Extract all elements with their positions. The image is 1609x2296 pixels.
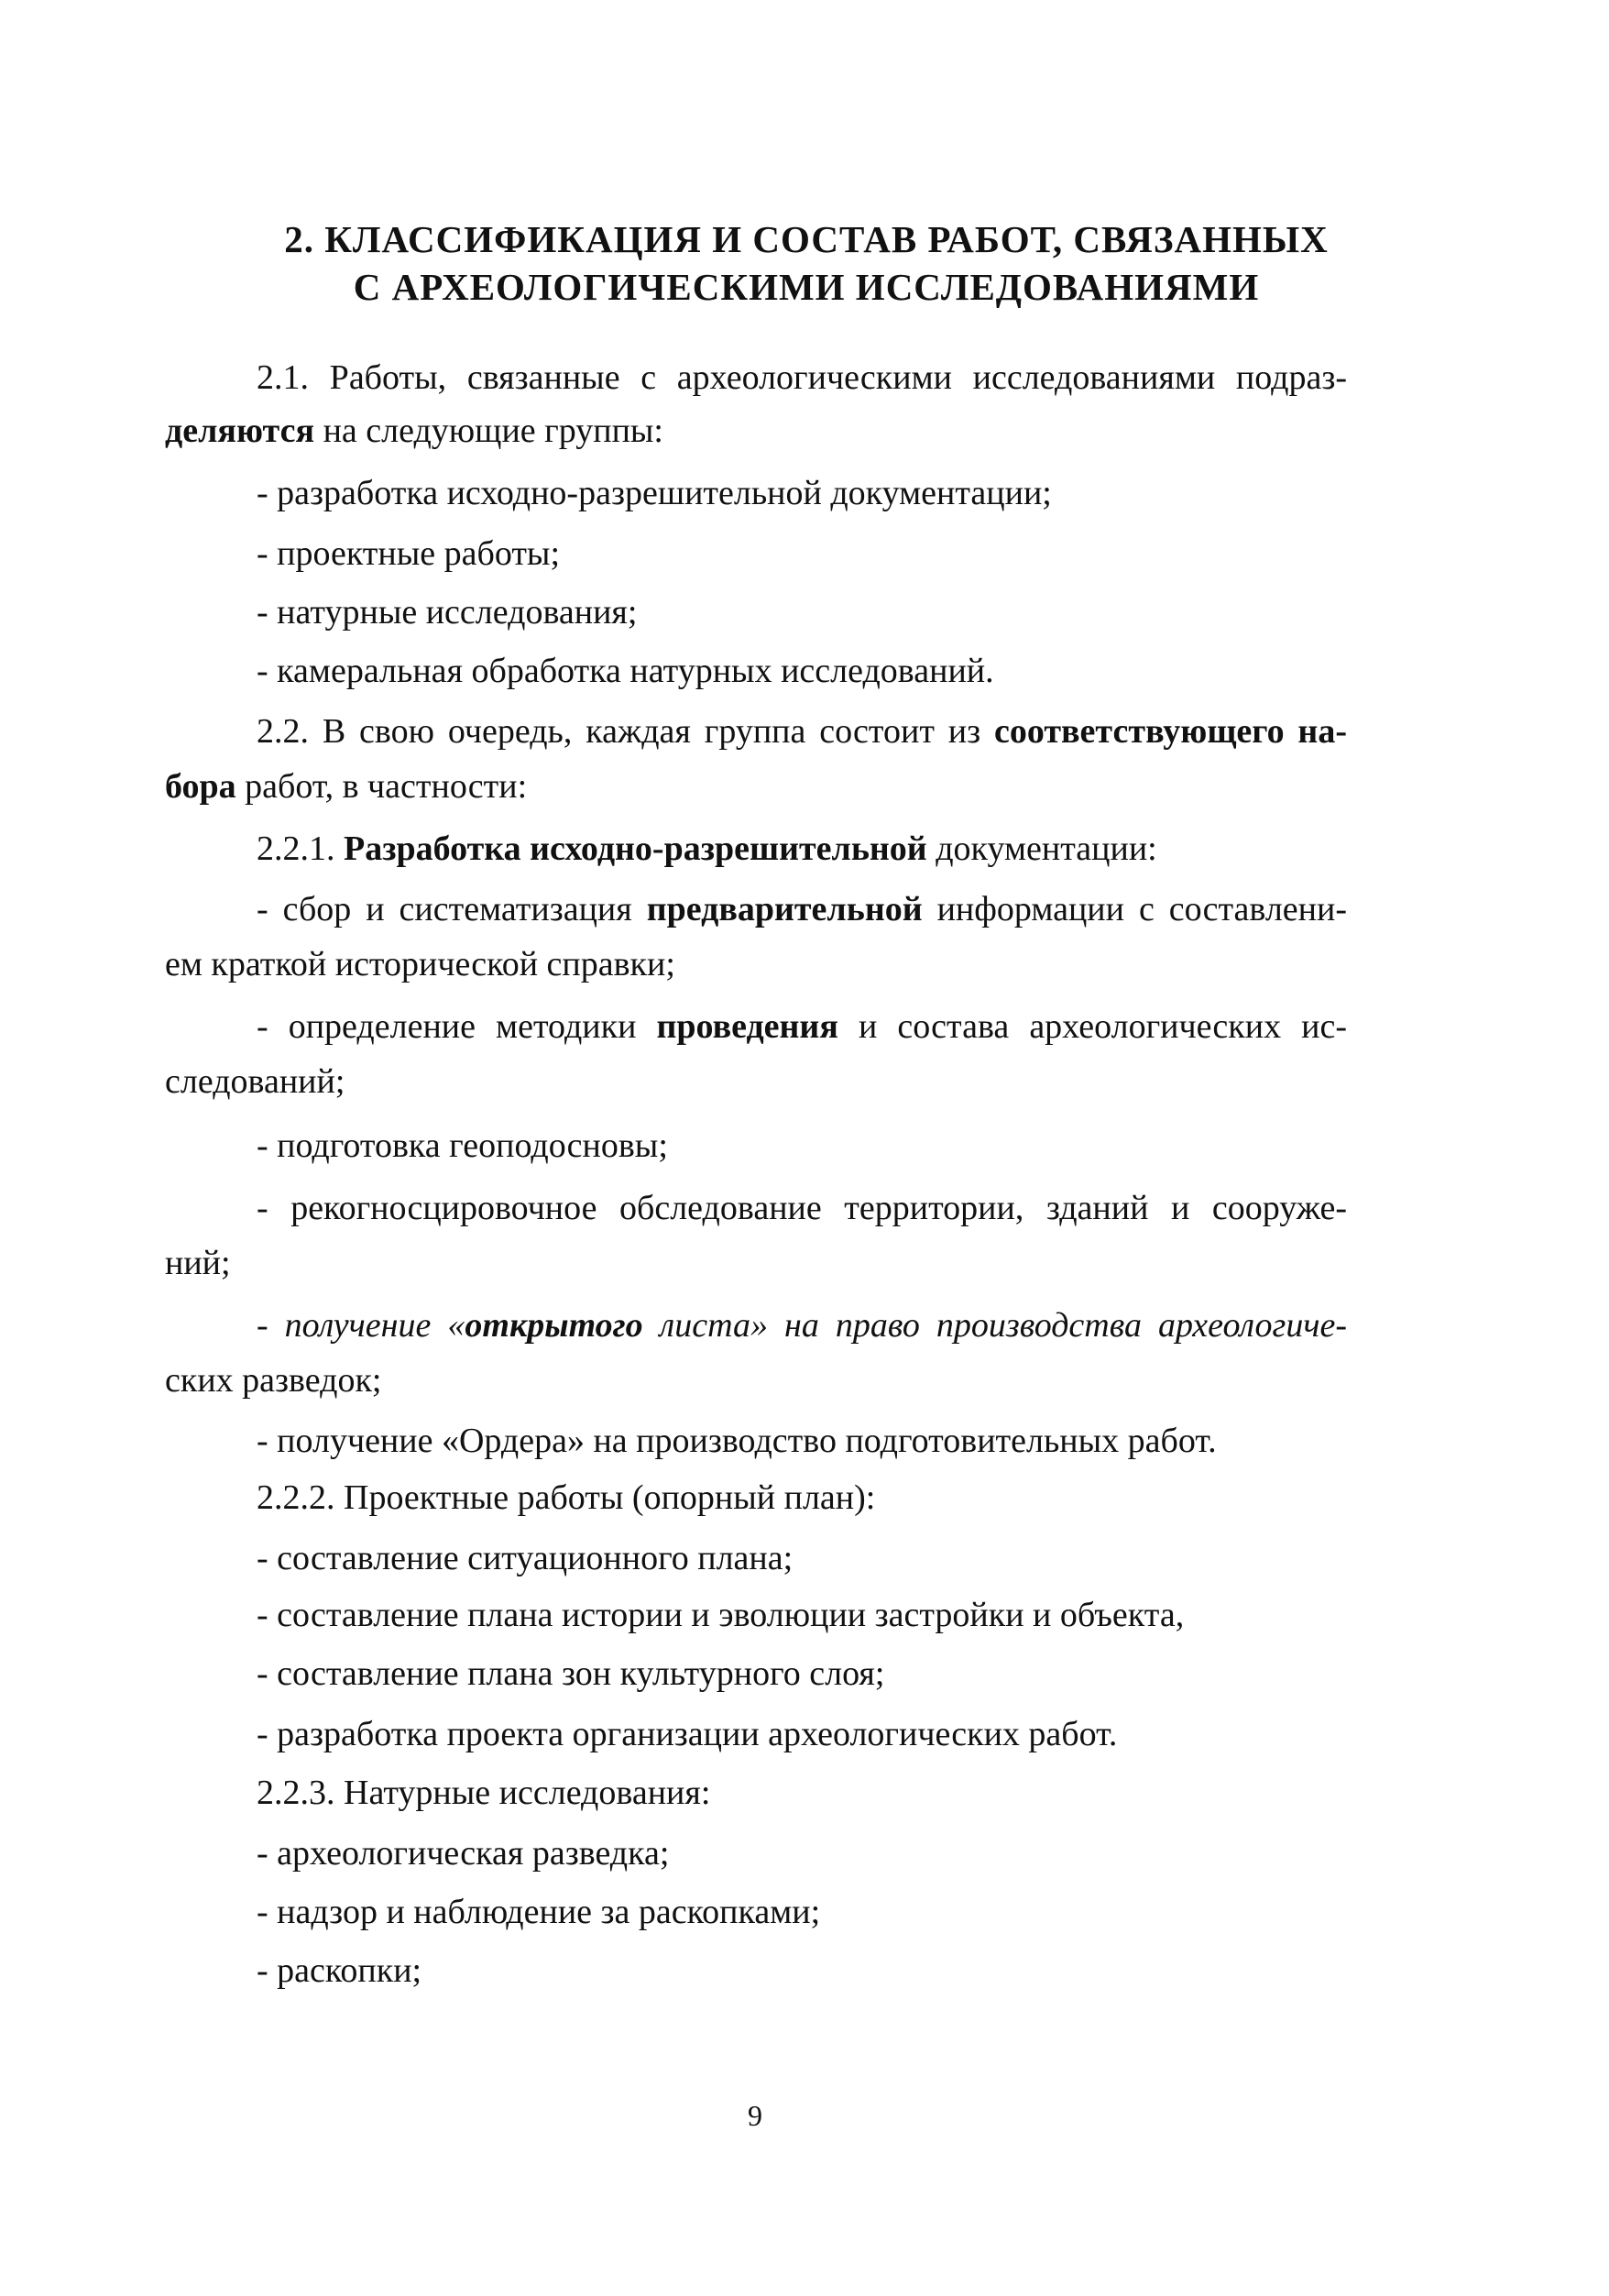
paragraph-text: работ, в частности: xyxy=(235,767,528,806)
subsection-2-2-2-title: 2.2.2. Проектные работы (опорный план): xyxy=(257,1478,876,1517)
page-number: 9 xyxy=(748,2099,762,2132)
list-item-line-2: ний; xyxy=(165,1244,231,1282)
paragraph-2-1-line-1: 2.1. Работы, связанные с археологическими исследованиями подраз- xyxy=(257,358,1347,397)
list-item: - камеральная обработка натурных исследований. xyxy=(257,652,994,690)
paragraph-text: 2.2. В свою очередь, каждая группа состоит из xyxy=(257,712,994,751)
subsection-2-2-3-title: 2.2.3. Натурные исследования: xyxy=(257,1774,711,1812)
paragraph-text: на следующие группы: xyxy=(314,412,663,450)
list-item: - получение «Ордера» на производство подготовительных работ. xyxy=(257,1422,1217,1460)
list-item: - надзор и наблюдение за раскопками; xyxy=(257,1893,821,1931)
subsection-2-2-1-title xyxy=(257,829,1157,869)
list-item-line-1 xyxy=(257,889,1347,929)
section-heading-line-2: С АРХЕОЛОГИЧЕСКИМИ ИССЛЕДОВАНИЯМИ xyxy=(353,266,1260,308)
list-item: - составление ситуационного плана; xyxy=(257,1539,794,1577)
italic-text: листа» на право производства археологиче- xyxy=(642,1306,1348,1345)
paragraph-text: - сбор и систематизация xyxy=(257,890,647,928)
list-item-line-1 xyxy=(257,1305,1347,1346)
list-item: - проектные работы; xyxy=(257,534,561,573)
paragraph-text: документации: xyxy=(926,829,1157,868)
paragraph-text: и состава археологических ис- xyxy=(837,1007,1347,1046)
list-item: - разработка проекта организации археологических работ. xyxy=(257,1715,1118,1753)
list-item-line-1 xyxy=(257,1006,1347,1047)
list-item: - подготовка геоподосновы; xyxy=(257,1126,668,1165)
list-item: - натурные исследования; xyxy=(257,593,638,632)
subsection-number: 2.2.1. xyxy=(257,829,344,868)
list-item-line-2: ем краткой исторической справки; xyxy=(165,945,675,983)
paragraph-2-2-line-1 xyxy=(257,711,1347,752)
list-item-line-1: - рекогносцировочное обследование территории, зданий и сооруже- xyxy=(257,1189,1347,1227)
paragraph-2-2-line-2 xyxy=(165,766,527,807)
emphasis-text: проведения xyxy=(656,1007,838,1046)
list-item: - составление плана истории и эволюции застройки и объекта, xyxy=(257,1596,1185,1634)
paragraph-text: информации с составлени- xyxy=(922,890,1347,928)
emphasis-text: открытого xyxy=(465,1306,643,1345)
emphasis-text: предварительной xyxy=(646,890,923,928)
list-item: - составление плана зон культурного слоя; xyxy=(257,1654,885,1693)
list-item-line-2: ских разведок; xyxy=(165,1361,382,1400)
emphasis-text: деляются xyxy=(165,412,315,450)
list-item: - раскопки; xyxy=(257,1951,422,1990)
emphasis-text: бора xyxy=(165,767,236,806)
emphasis-text: соответствующего на- xyxy=(993,712,1347,751)
section-heading-line-1: 2. КЛАССИФИКАЦИЯ И СОСТАВ РАБОТ, СВЯЗАННЫХ xyxy=(284,218,1329,260)
paragraph-2-1-line-2 xyxy=(165,411,663,451)
emphasis-text: Разработка исходно-разрешительной xyxy=(344,829,927,868)
list-item-line-2: следований; xyxy=(165,1062,345,1101)
italic-text: получение « xyxy=(284,1306,465,1345)
paragraph-text: - xyxy=(257,1306,285,1345)
paragraph-text: - определение методики xyxy=(257,1007,657,1046)
list-item: - разработка исходно-разрешительной документации; xyxy=(257,474,1052,512)
list-item: - археологическая разведка; xyxy=(257,1834,670,1873)
